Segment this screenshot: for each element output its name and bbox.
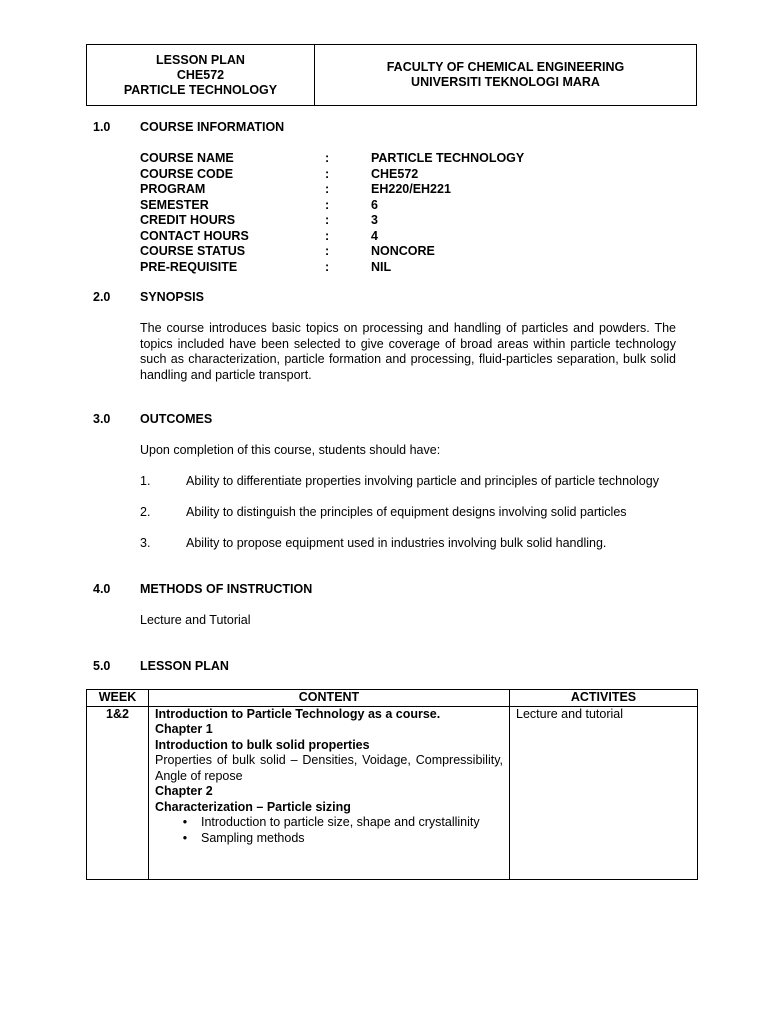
course-info-row bbox=[140, 167, 700, 183]
header-faculty: FACULTY OF CHEMICAL ENGINEERING bbox=[386, 60, 625, 74]
info-separator: : bbox=[325, 197, 330, 212]
section-5-title: LESSON PLAN bbox=[140, 659, 229, 673]
info-separator: : bbox=[325, 151, 330, 165]
course-info-row bbox=[140, 151, 700, 167]
info-value: NIL bbox=[371, 259, 392, 274]
bullet-icon: • bbox=[182, 815, 188, 829]
info-separator: : bbox=[325, 182, 330, 196]
info-label: CONTACT HOURS bbox=[140, 228, 249, 243]
info-label: SEMESTER bbox=[140, 197, 209, 212]
chapter-1-label: Chapter 1 bbox=[155, 722, 213, 736]
info-label: PROGRAM bbox=[140, 182, 206, 196]
course-info-row bbox=[140, 198, 700, 214]
content-cell bbox=[149, 706, 510, 879]
bullet-text: Introduction to particle size, shape and crystallinity bbox=[201, 815, 480, 829]
info-value: CHE572 bbox=[371, 166, 419, 181]
info-value: EH220/EH221 bbox=[371, 182, 451, 196]
info-separator: : bbox=[325, 213, 330, 227]
outcome-number: 2. bbox=[140, 505, 151, 519]
bullet-item bbox=[155, 831, 503, 847]
section-2-number: 2.0 bbox=[93, 290, 111, 304]
header-left-cell bbox=[87, 45, 315, 105]
info-separator: : bbox=[325, 228, 330, 243]
document-header bbox=[86, 44, 697, 106]
header-right-cell bbox=[315, 45, 696, 105]
info-separator: : bbox=[325, 259, 330, 274]
section-1-title: COURSE INFORMATION bbox=[140, 120, 285, 134]
course-info-row bbox=[140, 213, 700, 229]
section-4-number: 4.0 bbox=[93, 582, 111, 596]
section-3-title: OUTCOMES bbox=[140, 412, 213, 426]
bullet-item bbox=[155, 815, 503, 831]
section-5-number: 5.0 bbox=[93, 659, 111, 673]
content-intro: Introduction to Particle Technology as a course. bbox=[155, 706, 441, 721]
chapter-1-text: Properties of bulk solid – Densities, Voidage, Compressibility, Angle of repose bbox=[155, 753, 503, 783]
info-value: 4 bbox=[371, 228, 378, 243]
info-label: COURSE STATUS bbox=[140, 244, 246, 258]
week-cell: 1&2 bbox=[87, 706, 149, 879]
section-4-title: METHODS OF INSTRUCTION bbox=[140, 582, 313, 596]
info-value: NONCORE bbox=[371, 244, 435, 258]
chapter-2-label: Chapter 2 bbox=[155, 784, 213, 798]
header-lesson-plan: LESSON PLAN bbox=[156, 52, 245, 67]
info-separator: : bbox=[325, 244, 330, 258]
info-value: PARTICLE TECHNOLOGY bbox=[371, 151, 525, 165]
outcome-number: 3. bbox=[140, 536, 151, 550]
methods-text: Lecture and Tutorial bbox=[140, 613, 251, 627]
bullet-text: Sampling methods bbox=[201, 830, 305, 845]
info-label: COURSE NAME bbox=[140, 151, 234, 165]
info-value: 3 bbox=[371, 213, 378, 227]
bullet-icon: • bbox=[182, 830, 188, 845]
header-university: UNIVERSITI TEKNOLOGI MARA bbox=[411, 75, 600, 89]
header-course-name: PARTICLE TECHNOLOGY bbox=[123, 82, 278, 97]
course-info-row bbox=[140, 244, 700, 260]
lesson-plan-table bbox=[86, 689, 698, 880]
column-header-week: WEEK bbox=[87, 690, 149, 707]
outcome-text: Ability to distinguish the principles of equipment designs involving solid particles bbox=[186, 505, 627, 519]
info-label: COURSE CODE bbox=[140, 166, 234, 181]
activities-cell: Lecture and tutorial bbox=[510, 706, 698, 879]
course-info-row bbox=[140, 260, 700, 276]
section-1-number: 1.0 bbox=[93, 120, 111, 134]
table-row bbox=[87, 706, 698, 879]
outcome-number: 1. bbox=[140, 474, 151, 488]
outcome-text: Ability to propose equipment used in industries involving bulk solid handling. bbox=[186, 536, 607, 550]
column-header-activities: ACTIVITES bbox=[510, 690, 698, 707]
chapter-2-title: Characterization – Particle sizing bbox=[155, 799, 351, 814]
outcome-text: Ability to differentiate properties involving particle and principles of particle technology bbox=[186, 474, 659, 488]
table-header-row bbox=[87, 690, 698, 707]
outcomes-intro: Upon completion of this course, students should have: bbox=[140, 443, 441, 457]
section-2-title: SYNOPSIS bbox=[140, 290, 204, 304]
header-course-code: CHE572 bbox=[176, 67, 225, 82]
info-separator: : bbox=[325, 166, 330, 181]
section-3-number: 3.0 bbox=[93, 412, 111, 426]
course-info-row bbox=[140, 229, 700, 245]
info-label: CREDIT HOURS bbox=[140, 213, 236, 227]
info-label: PRE-REQUISITE bbox=[140, 259, 238, 274]
synopsis-paragraph: The course introduces basic topics on processing and handling of particles and powders. The topics included have been selected to give coverage of broad areas within particle technology such as characterization, particle formation and processing, fluid-particles separation, bulk solid handling and particle transport. bbox=[140, 321, 676, 382]
chapter-1-title: Introduction to bulk solid properties bbox=[155, 737, 370, 752]
course-info-row bbox=[140, 182, 700, 198]
column-header-content: CONTENT bbox=[149, 690, 510, 707]
info-value: 6 bbox=[371, 197, 378, 212]
